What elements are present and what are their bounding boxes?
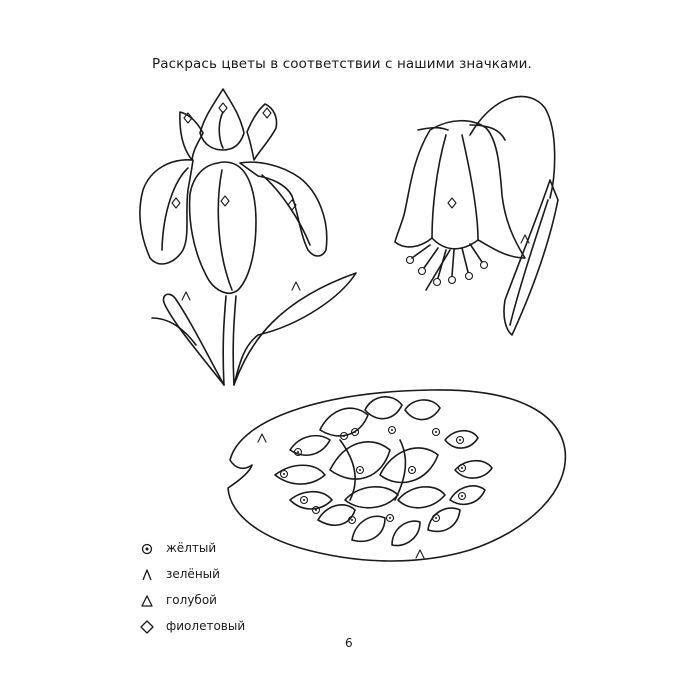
legend-item-yellow — [140, 535, 245, 561]
caret-icon — [140, 567, 154, 581]
instruction-text: Раскрась цветы в соответствии с нашими значками. — [152, 56, 532, 72]
dot-circle-icon — [140, 541, 154, 555]
legend-item-purple — [140, 613, 245, 639]
legend-label: жёлтый — [166, 541, 217, 555]
iris-flower — [140, 89, 356, 385]
legend-label: фиолетовый — [166, 619, 246, 633]
legend-label: зелёный — [166, 567, 220, 581]
bellflower — [395, 96, 558, 335]
triangle-icon — [140, 593, 154, 607]
diamond-icon — [140, 619, 154, 633]
legend-item-green — [140, 561, 245, 587]
color-legend — [140, 535, 245, 639]
water-lily — [228, 390, 565, 561]
legend-label: голубой — [166, 593, 217, 607]
legend-item-blue — [140, 587, 245, 613]
page-number: 6 — [345, 636, 353, 650]
